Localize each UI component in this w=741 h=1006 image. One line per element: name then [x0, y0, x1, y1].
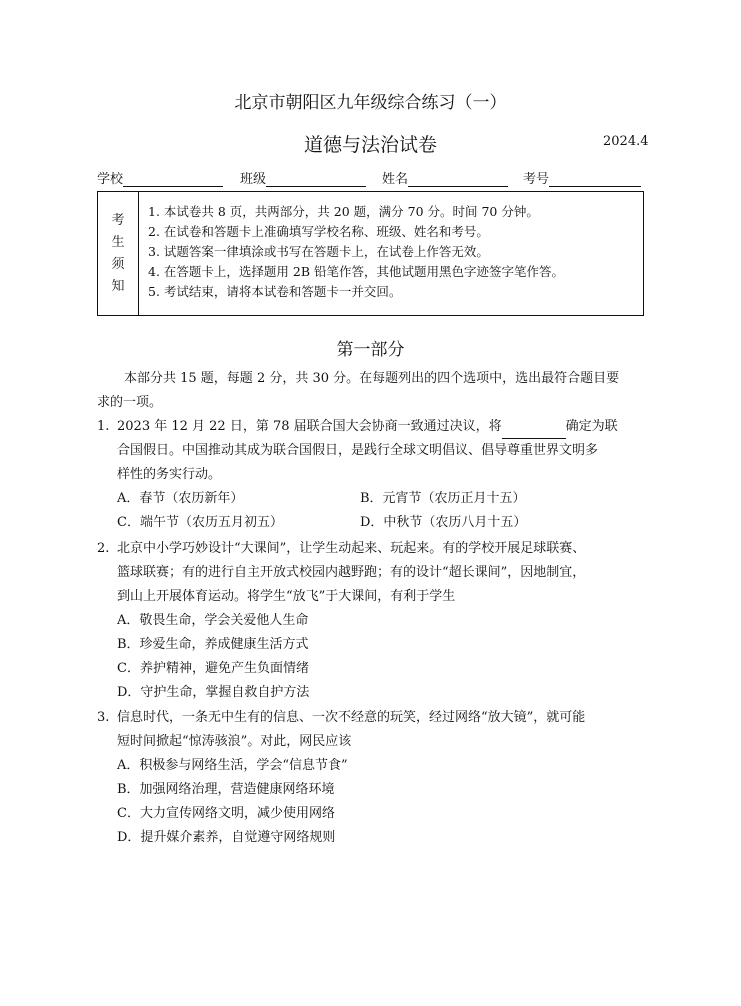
question-2-option-a[interactable]: A．敬畏生命，学会关爱他人生命	[117, 613, 309, 628]
question-3-number: 3.	[97, 710, 110, 725]
notice-label-char: 考	[111, 212, 125, 228]
question-1-line2: 合国假日。中国推动其成为联合国假日，是践行全球文明倡议、倡导尊重世界文明多	[117, 443, 599, 458]
school-label: 学校	[97, 172, 124, 187]
notice-item: 3. 试题答案一律填涂或书写在答题卡上，在试卷上作答无效。	[148, 244, 489, 259]
class-field[interactable]	[240, 168, 366, 187]
part-one-intro-line2: 求的一项。	[97, 395, 163, 410]
name-field[interactable]	[382, 168, 508, 187]
question-2-option-b[interactable]: B．珍爱生命，养成健康生活方式	[117, 637, 309, 652]
question-3-option-a[interactable]: A．积极参与网络生活，学会“信息节食”	[117, 758, 348, 773]
class-label: 班级	[240, 172, 267, 187]
question-2-number: 2.	[97, 541, 110, 556]
exam-number-label: 考号	[523, 172, 550, 187]
question-1-blank	[502, 424, 566, 439]
question-1-number: 1.	[97, 419, 110, 434]
question-2-line3: 到山上开展体育运动。将学生“放飞”于大课间，有利于学生	[117, 589, 456, 604]
name-label: 姓名	[382, 172, 409, 187]
exam-number-blank[interactable]	[549, 172, 641, 187]
subject-title: 道德与法治试卷	[303, 134, 437, 156]
exam-number-field[interactable]	[523, 168, 641, 187]
question-2-option-d[interactable]: D．守护生命，掌握自救自护方法	[117, 685, 310, 700]
question-1-line1-post: 确定为联	[565, 419, 618, 434]
question-1-option-b[interactable]: B．元宵节（农历正月十五）	[360, 491, 526, 506]
question-2-option-c[interactable]: C．养护精神，避免产生负面情绪	[117, 661, 309, 676]
question-1-option-d[interactable]: D．中秋节（农历八月十五）	[360, 515, 527, 530]
question-1-option-c[interactable]: C．端午节（农历五月初五）	[117, 515, 283, 530]
question-2-line1: 北京中小学巧妙设计“大课间”，让学生动起来、玩起来。有的学校开展足球联赛、	[117, 541, 586, 556]
notice-label-char: 知	[111, 278, 125, 294]
candidate-notice-box	[97, 191, 644, 316]
question-3-option-d[interactable]: D．提升媒介素养，自觉遵守网络规则	[117, 830, 336, 845]
school-field[interactable]	[97, 168, 223, 187]
notice-items	[148, 202, 564, 302]
notice-label	[98, 192, 139, 315]
question-1-line3: 样性的务实行动。	[117, 467, 222, 482]
question-1-line1-pre: 2023 年 12 月 22 日，第 78 届联合国大会协商一致通过决议，将	[117, 419, 502, 434]
question-3-line2: 短时间掀起“惊涛骇浪”。对此，网民应该	[117, 734, 352, 749]
notice-label-char: 须	[111, 256, 125, 272]
name-blank[interactable]	[408, 172, 508, 187]
exam-date: 2024.4	[603, 134, 649, 149]
notice-item: 5. 考试结束，请将本试卷和答题卡一并交回。	[148, 284, 402, 299]
question-1-option-a[interactable]: A．春节（农历新年）	[117, 491, 244, 506]
exam-title: 北京市朝阳区九年级综合练习（一）	[234, 93, 507, 113]
notice-item: 1. 本试卷共 8 页，共两部分，共 20 题，满分 70 分。时间 70 分钟。	[148, 204, 539, 219]
question-3-option-c[interactable]: C．大力宣传网络文明，减少使用网络	[117, 806, 335, 821]
notice-label-char: 生	[111, 234, 125, 250]
notice-item: 2. 在试卷和答题卡上准确填写学校名称、班级、姓名和考号。	[148, 224, 489, 239]
question-2-line2: 篮球联赛；有的进行自主开放式校园内越野跑；有的设计“超长课间”，因地制宜，	[117, 565, 586, 580]
question-1-line1	[117, 415, 618, 439]
school-blank[interactable]	[123, 172, 223, 187]
class-blank[interactable]	[266, 172, 366, 187]
notice-item: 4. 在答题卡上，选择题用 2B 铅笔作答，其他试题用黑色字迹签字笔作答。	[148, 264, 564, 279]
question-3-option-b[interactable]: B．加强网络治理，营造健康网络环境	[117, 782, 335, 797]
question-3-line1: 信息时代，一条无中生有的信息、一次不经意的玩笑，经过网络“放大镜”，就可能	[117, 710, 586, 725]
part-one-intro-line1: 本部分共 15 题，每题 2 分，共 30 分。在每题列出的四个选项中，选出最符合题目要	[124, 371, 620, 386]
part-one-title: 第一部分	[336, 340, 405, 360]
